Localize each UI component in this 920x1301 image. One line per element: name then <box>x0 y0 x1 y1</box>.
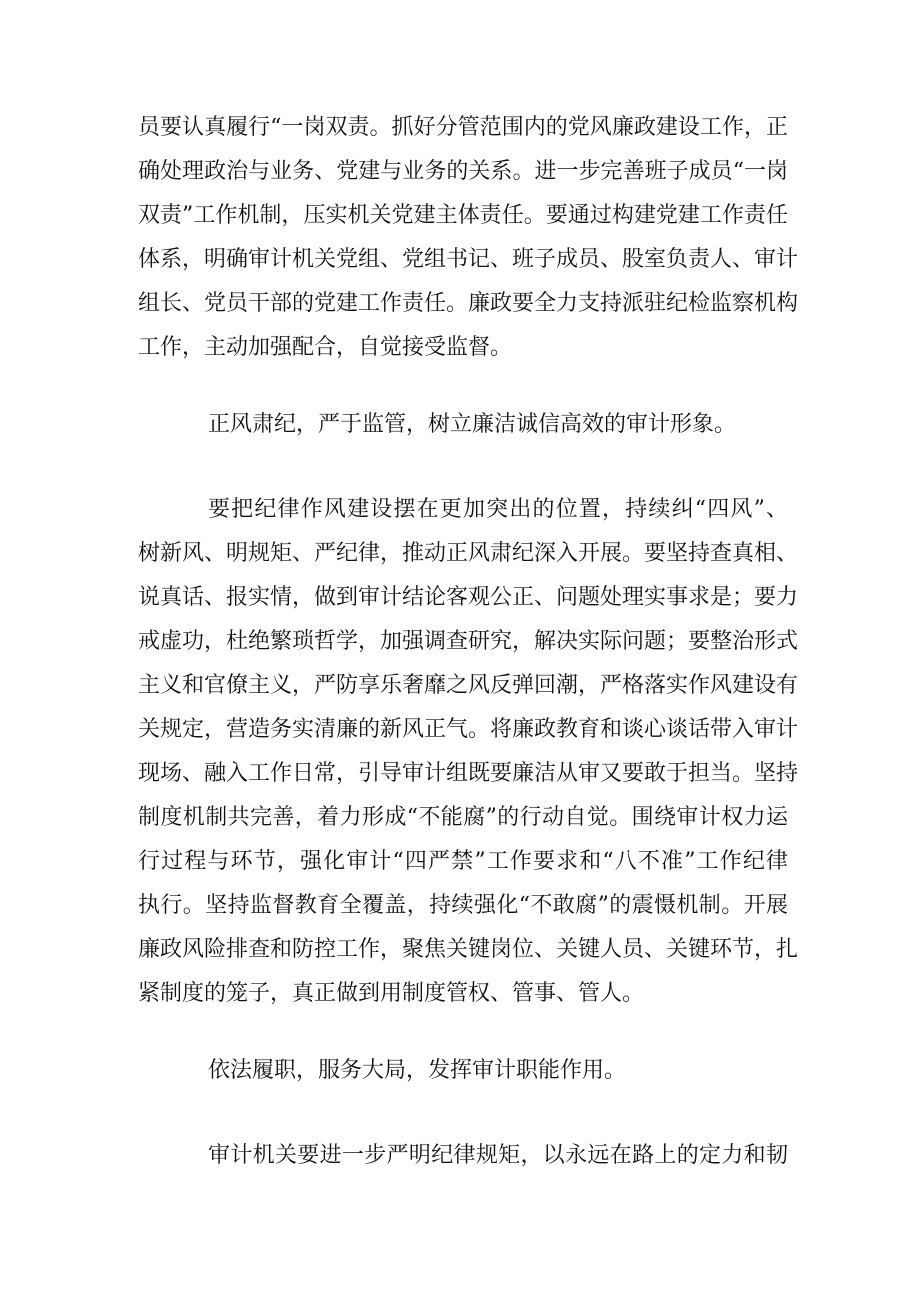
paragraph-1-line-2: 确处理政治与业务、党建与业务的关系。进一步完善班子成员“一岗 <box>138 159 788 184</box>
paragraph-3-line-1: 审计机关要进一步严明纪律规矩，以永远在路上的定力和韧 <box>208 1143 788 1168</box>
section-heading-1: 正风肃纪，严于监管，树立廉洁诚信高效的审计形象。 <box>208 412 737 437</box>
paragraph-2-line-3: 说真话、报实情，做到审计结论客观公正、问题处理实事求是；要力 <box>138 585 799 610</box>
paragraph-2-line-7: 现场、融入工作日常，引导审计组既要廉洁从审又要敢于担当。坚持 <box>138 761 799 786</box>
paragraph-1-line-6: 工作，主动加强配合，自觉接受监督。 <box>138 335 513 360</box>
paragraph-1-line-5: 组长、党员干部的党建工作责任。廉政要全力支持派驻纪检监察机构 <box>138 291 799 316</box>
section-heading-2: 依法履职，服务大局，发挥审计职能作用。 <box>208 1058 627 1083</box>
paragraph-2-line-9: 行过程与环节，强化审计“四严禁”工作要求和“八不准”工作纪律 <box>138 849 788 874</box>
paragraph-2-line-12: 紧制度的笼子，真正做到用制度管权、管事、管人。 <box>138 981 645 1006</box>
paragraph-1-line-1: 员要认真履行“一岗双责。抓好分管范围内的党风廉政建设工作，正 <box>138 115 788 140</box>
paragraph-2-line-2: 树新风、明规矩、严纪律，推动正风肃纪深入开展。要坚持查真相、 <box>138 541 799 566</box>
paragraph-2-line-4: 戒虚功，杜绝繁琐哲学，加强调查研究，解决实际问题；要整治形式 <box>138 629 799 654</box>
paragraph-2-line-8: 制度机制共完善，着力形成“不能腐”的行动自觉。围绕审计权力运 <box>138 805 788 830</box>
paragraph-2-line-6: 关规定，营造务实清廉的新风正气。将廉政教育和谈心谈话带入审计 <box>138 717 799 742</box>
paragraph-2-line-10: 执行。坚持监督教育全覆盖，持续强化“不敢腐”的震慑机制。开展 <box>138 893 788 918</box>
paragraph-1-line-4: 体系，明确审计机关党组、党组书记、班子成员、股室负责人、审计 <box>138 247 799 272</box>
paragraph-2-line-5: 主义和官僚主义，严防享乐奢靡之风反弹回潮，严格落实作风建设有 <box>138 673 799 698</box>
paragraph-2-line-11: 廉政风险排查和防控工作，聚焦关键岗位、关键人员、关键环节，扎 <box>138 937 799 962</box>
paragraph-2-line-1: 要把纪律作风建设摆在更加突出的位置，持续纠“四风”、 <box>208 497 788 522</box>
paragraph-1-line-3: 双责”工作机制，压实机关党建主体责任。要通过构建党建工作责任 <box>138 203 788 228</box>
